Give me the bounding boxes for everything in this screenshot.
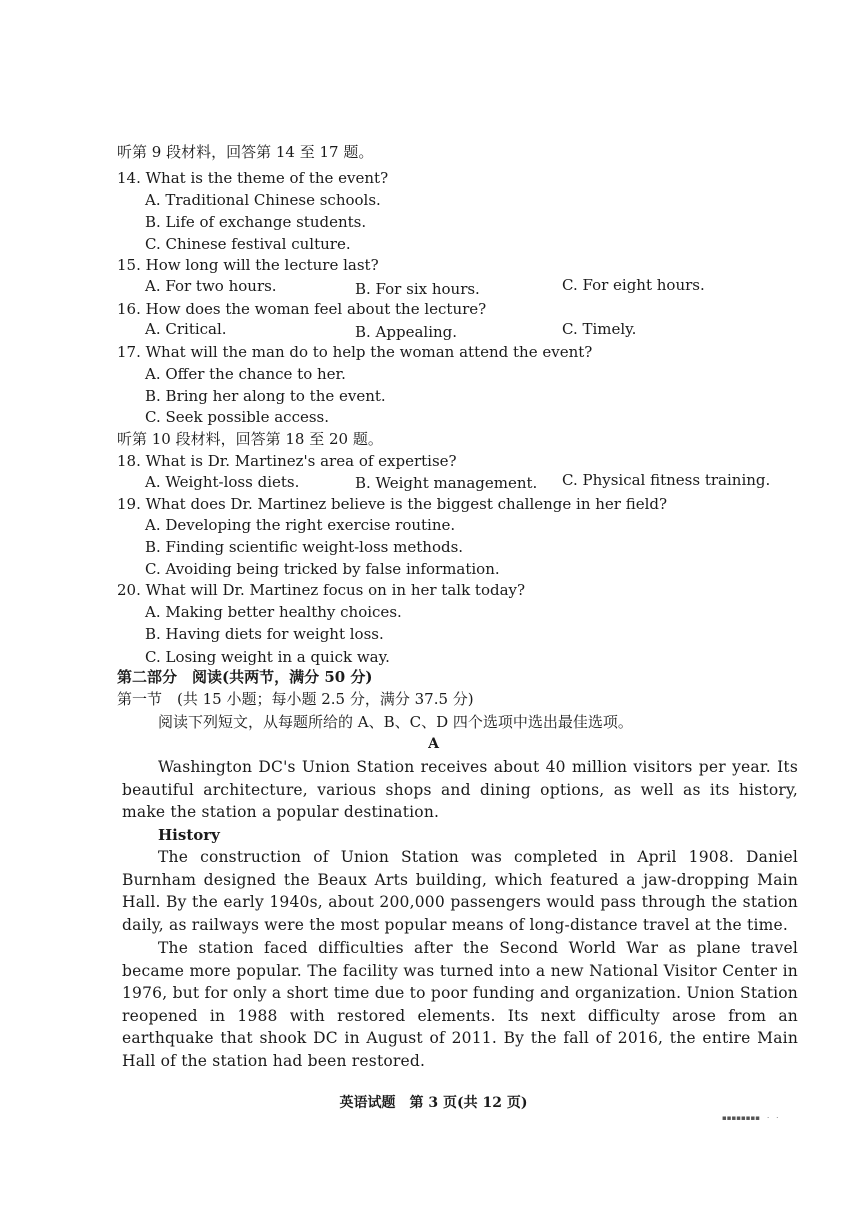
passage-letter: A bbox=[428, 736, 439, 752]
q17-option-b: B. Bring her along to the event. bbox=[145, 387, 386, 405]
q17-option-c: C. Seek possible access. bbox=[145, 408, 330, 426]
passage-paragraph-3: The station faced difficulties after the Second World War as plane travel became more popular. The facility was turned into a new National Visitor Center in 1976, but for only a short time due to poor funding and organization. Union Station reopened in 1988 with restored elements. Its next difficulty arose from an earthquake that shook DC in August of 2011. By the fall of 2016, the entire Main Hall of the station had been restored. bbox=[122, 939, 798, 1070]
q15-option-a: A. For two hours. bbox=[145, 277, 277, 295]
question-17: 17. What will the man do to help the woman attend the event? bbox=[117, 343, 593, 361]
q19-option-c: C. Avoiding being tricked by false information. bbox=[145, 560, 500, 578]
q19-option-a: A. Developing the right exercise routine. bbox=[145, 516, 456, 534]
question-15: 15. How long will the lecture last? bbox=[117, 256, 379, 274]
reading-instruction: 阅读下列短文，从每题所给的 A、B、C、D 四个选项中选出最佳选项。 bbox=[158, 713, 633, 731]
q20-option-a: A. Making better healthy choices. bbox=[145, 603, 402, 621]
question-14: 14. What is the theme of the event? bbox=[117, 169, 389, 187]
question-16: 16. How does the woman feel about the lecture? bbox=[117, 300, 487, 318]
part-2-title: 第二部分 阅读(共两节，满分 50 分) bbox=[117, 668, 373, 686]
q18-option-b: B. Weight management. bbox=[355, 474, 538, 492]
q16-option-b: B. Appealing. bbox=[355, 323, 458, 341]
q18-option-a: A. Weight-loss diets. bbox=[145, 473, 300, 491]
passage-paragraph-1: Washington DC's Union Station receives about 40 million visitors per year. Its beautiful architecture, various shops and dining options, as well as its history, make the station a popular destination. bbox=[122, 758, 798, 822]
q15-option-b: B. For six hours. bbox=[355, 280, 480, 298]
history-heading: History bbox=[158, 826, 220, 844]
page-footer: 英语试题 第 3 页(共 12 页) bbox=[339, 1095, 528, 1111]
passage-paragraph-2: The construction of Union Station was completed in April 1908. Daniel Burnham designed the Beaux Arts building, which featured a jaw-dropping Main Hall. By the early 1940s, about 200,000 passengers would pass through the station daily, as railways were the most popular means of long-distance travel at the time. bbox=[122, 848, 798, 934]
section-10-header: 听第 10 段材料，回答第 18 至 20 题。 bbox=[117, 430, 383, 448]
q20-option-c: C. Losing weight in a quick way. bbox=[145, 648, 390, 666]
q16-option-c: C. Timely. bbox=[562, 320, 637, 338]
q15-option-c: C. For eight hours. bbox=[562, 276, 705, 294]
q14-option-c: C. Chinese festival culture. bbox=[145, 235, 351, 253]
section-1-title: 第一节 (共 15 小题；每小题 2.5 分，满分 37.5 分) bbox=[117, 690, 474, 708]
q20-option-b: B. Having diets for weight loss. bbox=[145, 625, 384, 643]
q19-option-b: B. Finding scientific weight-loss methods. bbox=[145, 538, 464, 556]
question-20: 20. What will Dr. Martinez focus on in her talk today? bbox=[117, 581, 526, 599]
question-18: 18. What is Dr. Martinez's area of expertise? bbox=[117, 452, 457, 470]
q14-option-a: A. Traditional Chinese schools. bbox=[145, 191, 381, 209]
q17-option-a: A. Offer the chance to her. bbox=[145, 365, 346, 383]
scan-mark: ▪▪▪▪▪▪▪▪ · · bbox=[722, 1114, 779, 1122]
q18-option-c: C. Physical fitness training. bbox=[562, 471, 771, 489]
section-9-header: 听第 9 段材料，回答第 14 至 17 题。 bbox=[117, 143, 374, 161]
question-19: 19. What does Dr. Martinez believe is the biggest challenge in her field? bbox=[117, 495, 668, 513]
q14-option-b: B. Life of exchange students. bbox=[145, 213, 367, 231]
q16-option-a: A. Critical. bbox=[145, 320, 227, 338]
